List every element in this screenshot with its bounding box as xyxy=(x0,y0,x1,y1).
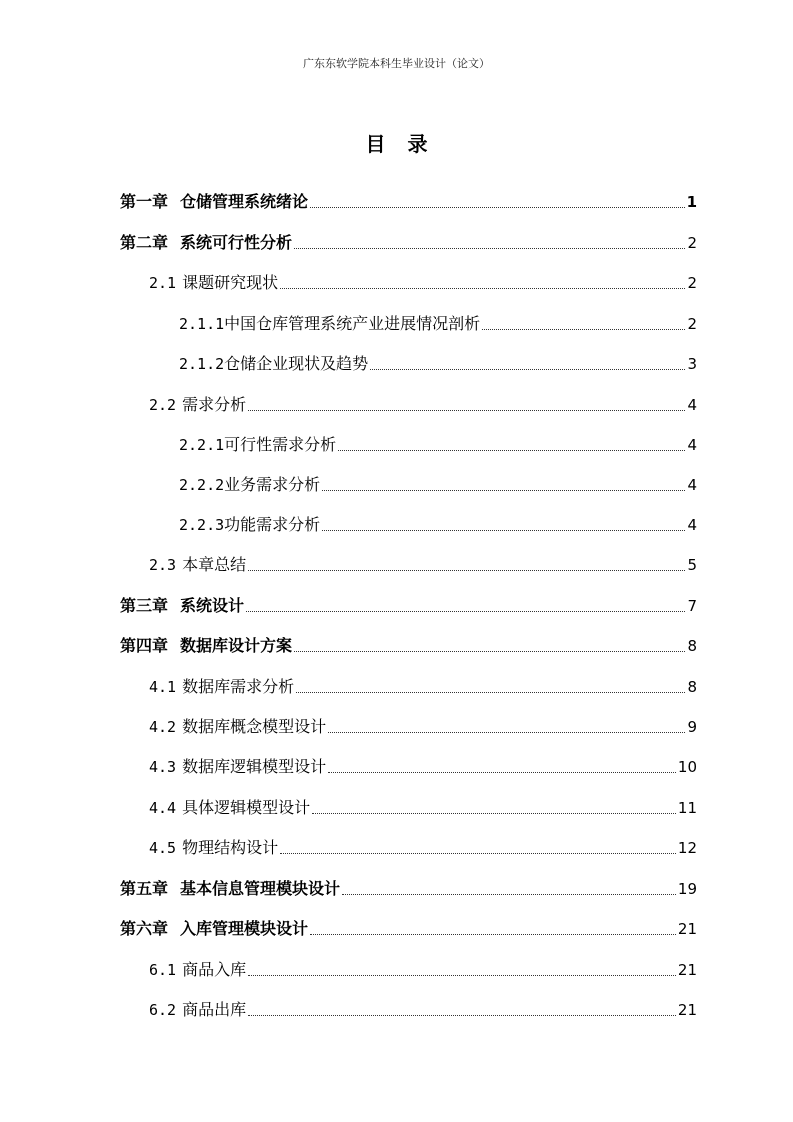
toc-entry-chapter-5[interactable] xyxy=(120,877,697,901)
toc-page-number: 21 xyxy=(677,961,697,979)
toc-page-number: 2 xyxy=(687,234,697,252)
toc-entry-label: 4.3 数据库逻辑模型设计 xyxy=(149,757,327,776)
dot-leader xyxy=(296,692,685,693)
toc-entry-label: 2.1.1中国仓库管理系统产业进展情况剖析 xyxy=(179,314,481,333)
toc-entry-label: 4.4 具体逻辑模型设计 xyxy=(149,798,311,817)
toc-entry-section-4-1[interactable] xyxy=(149,675,697,699)
toc-page-number: 11 xyxy=(677,799,697,817)
dot-leader xyxy=(482,329,685,330)
toc-entry-label: 第一章 仓储管理系统绪论 xyxy=(120,192,309,211)
toc-page-number: 21 xyxy=(677,920,697,938)
toc-page-number: 4 xyxy=(687,396,697,414)
toc-entry-section-2-2[interactable] xyxy=(149,393,697,417)
page-header: 广东东软学院本科生毕业设计（论文） xyxy=(303,57,490,70)
toc-entry-section-2-1[interactable] xyxy=(149,271,697,295)
dot-leader xyxy=(246,611,685,612)
toc-page-number: 4 xyxy=(687,476,697,494)
toc-page-number: 12 xyxy=(677,839,697,857)
toc-title: 目录 xyxy=(365,132,450,156)
dot-leader xyxy=(280,853,676,854)
toc-entry-label: 4.5 物理结构设计 xyxy=(149,838,279,857)
toc-page-number: 19 xyxy=(677,880,697,898)
dot-leader xyxy=(248,975,676,976)
toc-entry-label: 2.2.2业务需求分析 xyxy=(179,475,321,494)
toc-entry-label: 4.1 数据库需求分析 xyxy=(149,677,295,696)
toc-entry-label: 第二章 系统可行性分析 xyxy=(120,233,293,252)
toc-page-number: 5 xyxy=(687,556,697,574)
toc-entry-label: 2.2 需求分析 xyxy=(149,395,247,414)
toc-page-number: 9 xyxy=(687,718,697,736)
toc-entry-chapter-1[interactable] xyxy=(120,190,697,214)
dot-leader xyxy=(370,369,685,370)
dot-leader xyxy=(342,894,676,895)
toc-entry-section-2-2-3[interactable] xyxy=(179,513,697,537)
dot-leader xyxy=(328,772,676,773)
toc-page-number: 2 xyxy=(687,315,697,333)
dot-leader xyxy=(310,207,685,208)
dot-leader xyxy=(294,248,685,249)
toc-entry-section-4-3[interactable] xyxy=(149,755,697,779)
toc-entry-section-4-4[interactable] xyxy=(149,796,697,820)
toc-page-number: 8 xyxy=(687,678,697,696)
dot-leader xyxy=(322,490,685,491)
toc-entry-label: 2.1.2仓储企业现状及趋势 xyxy=(179,354,369,373)
toc-entry-label: 第六章 入库管理模块设计 xyxy=(120,919,309,938)
toc-entry-section-4-2[interactable] xyxy=(149,715,697,739)
dot-leader xyxy=(310,934,676,935)
dot-leader xyxy=(248,1015,676,1016)
toc-page-number: 1 xyxy=(686,193,697,211)
toc-entry-chapter-4[interactable] xyxy=(120,634,697,658)
toc-page-number: 7 xyxy=(687,597,697,615)
toc-page-number: 8 xyxy=(687,637,697,655)
toc-entry-section-2-1-2[interactable] xyxy=(179,352,697,376)
toc-entry-section-6-2[interactable] xyxy=(149,998,697,1022)
toc-entry-label: 2.2.1可行性需求分析 xyxy=(179,435,337,454)
toc-entry-label: 2.2.3功能需求分析 xyxy=(179,515,321,534)
dot-leader xyxy=(322,530,685,531)
dot-leader xyxy=(338,450,685,451)
dot-leader xyxy=(312,813,676,814)
dot-leader xyxy=(248,570,685,571)
toc-page-number: 4 xyxy=(687,436,697,454)
toc-entry-chapter-6[interactable] xyxy=(120,917,697,941)
dot-leader xyxy=(248,410,685,411)
toc-entry-section-2-1-1[interactable] xyxy=(179,312,697,336)
toc-page-number: 4 xyxy=(687,516,697,534)
toc-entry-section-2-3[interactable] xyxy=(149,553,697,577)
toc-entry-label: 2.1 课题研究现状 xyxy=(149,273,279,292)
toc-entry-label: 4.2 数据库概念模型设计 xyxy=(149,717,327,736)
toc-entry-label: 2.3 本章总结 xyxy=(149,555,247,574)
toc-entry-chapter-2[interactable] xyxy=(120,231,697,255)
toc-page-number: 2 xyxy=(687,274,697,292)
dot-leader xyxy=(294,651,685,652)
toc-entry-label: 6.1 商品入库 xyxy=(149,960,247,979)
dot-leader xyxy=(328,732,685,733)
dot-leader xyxy=(280,288,685,289)
toc-entry-section-2-2-1[interactable] xyxy=(179,433,697,457)
toc-page-number: 21 xyxy=(677,1001,697,1019)
toc-entry-chapter-3[interactable] xyxy=(120,594,697,618)
toc-entry-section-6-1[interactable] xyxy=(149,958,697,982)
toc-entry-label: 第五章 基本信息管理模块设计 xyxy=(120,879,341,898)
toc-page-number: 10 xyxy=(677,758,697,776)
toc-entry-section-4-5[interactable] xyxy=(149,836,697,860)
toc-entry-label: 第四章 数据库设计方案 xyxy=(120,636,293,655)
toc-page-number: 3 xyxy=(687,355,697,373)
toc-entry-label: 6.2 商品出库 xyxy=(149,1000,247,1019)
toc-entry-label: 第三章 系统设计 xyxy=(120,596,245,615)
toc-entry-section-2-2-2[interactable] xyxy=(179,473,697,497)
